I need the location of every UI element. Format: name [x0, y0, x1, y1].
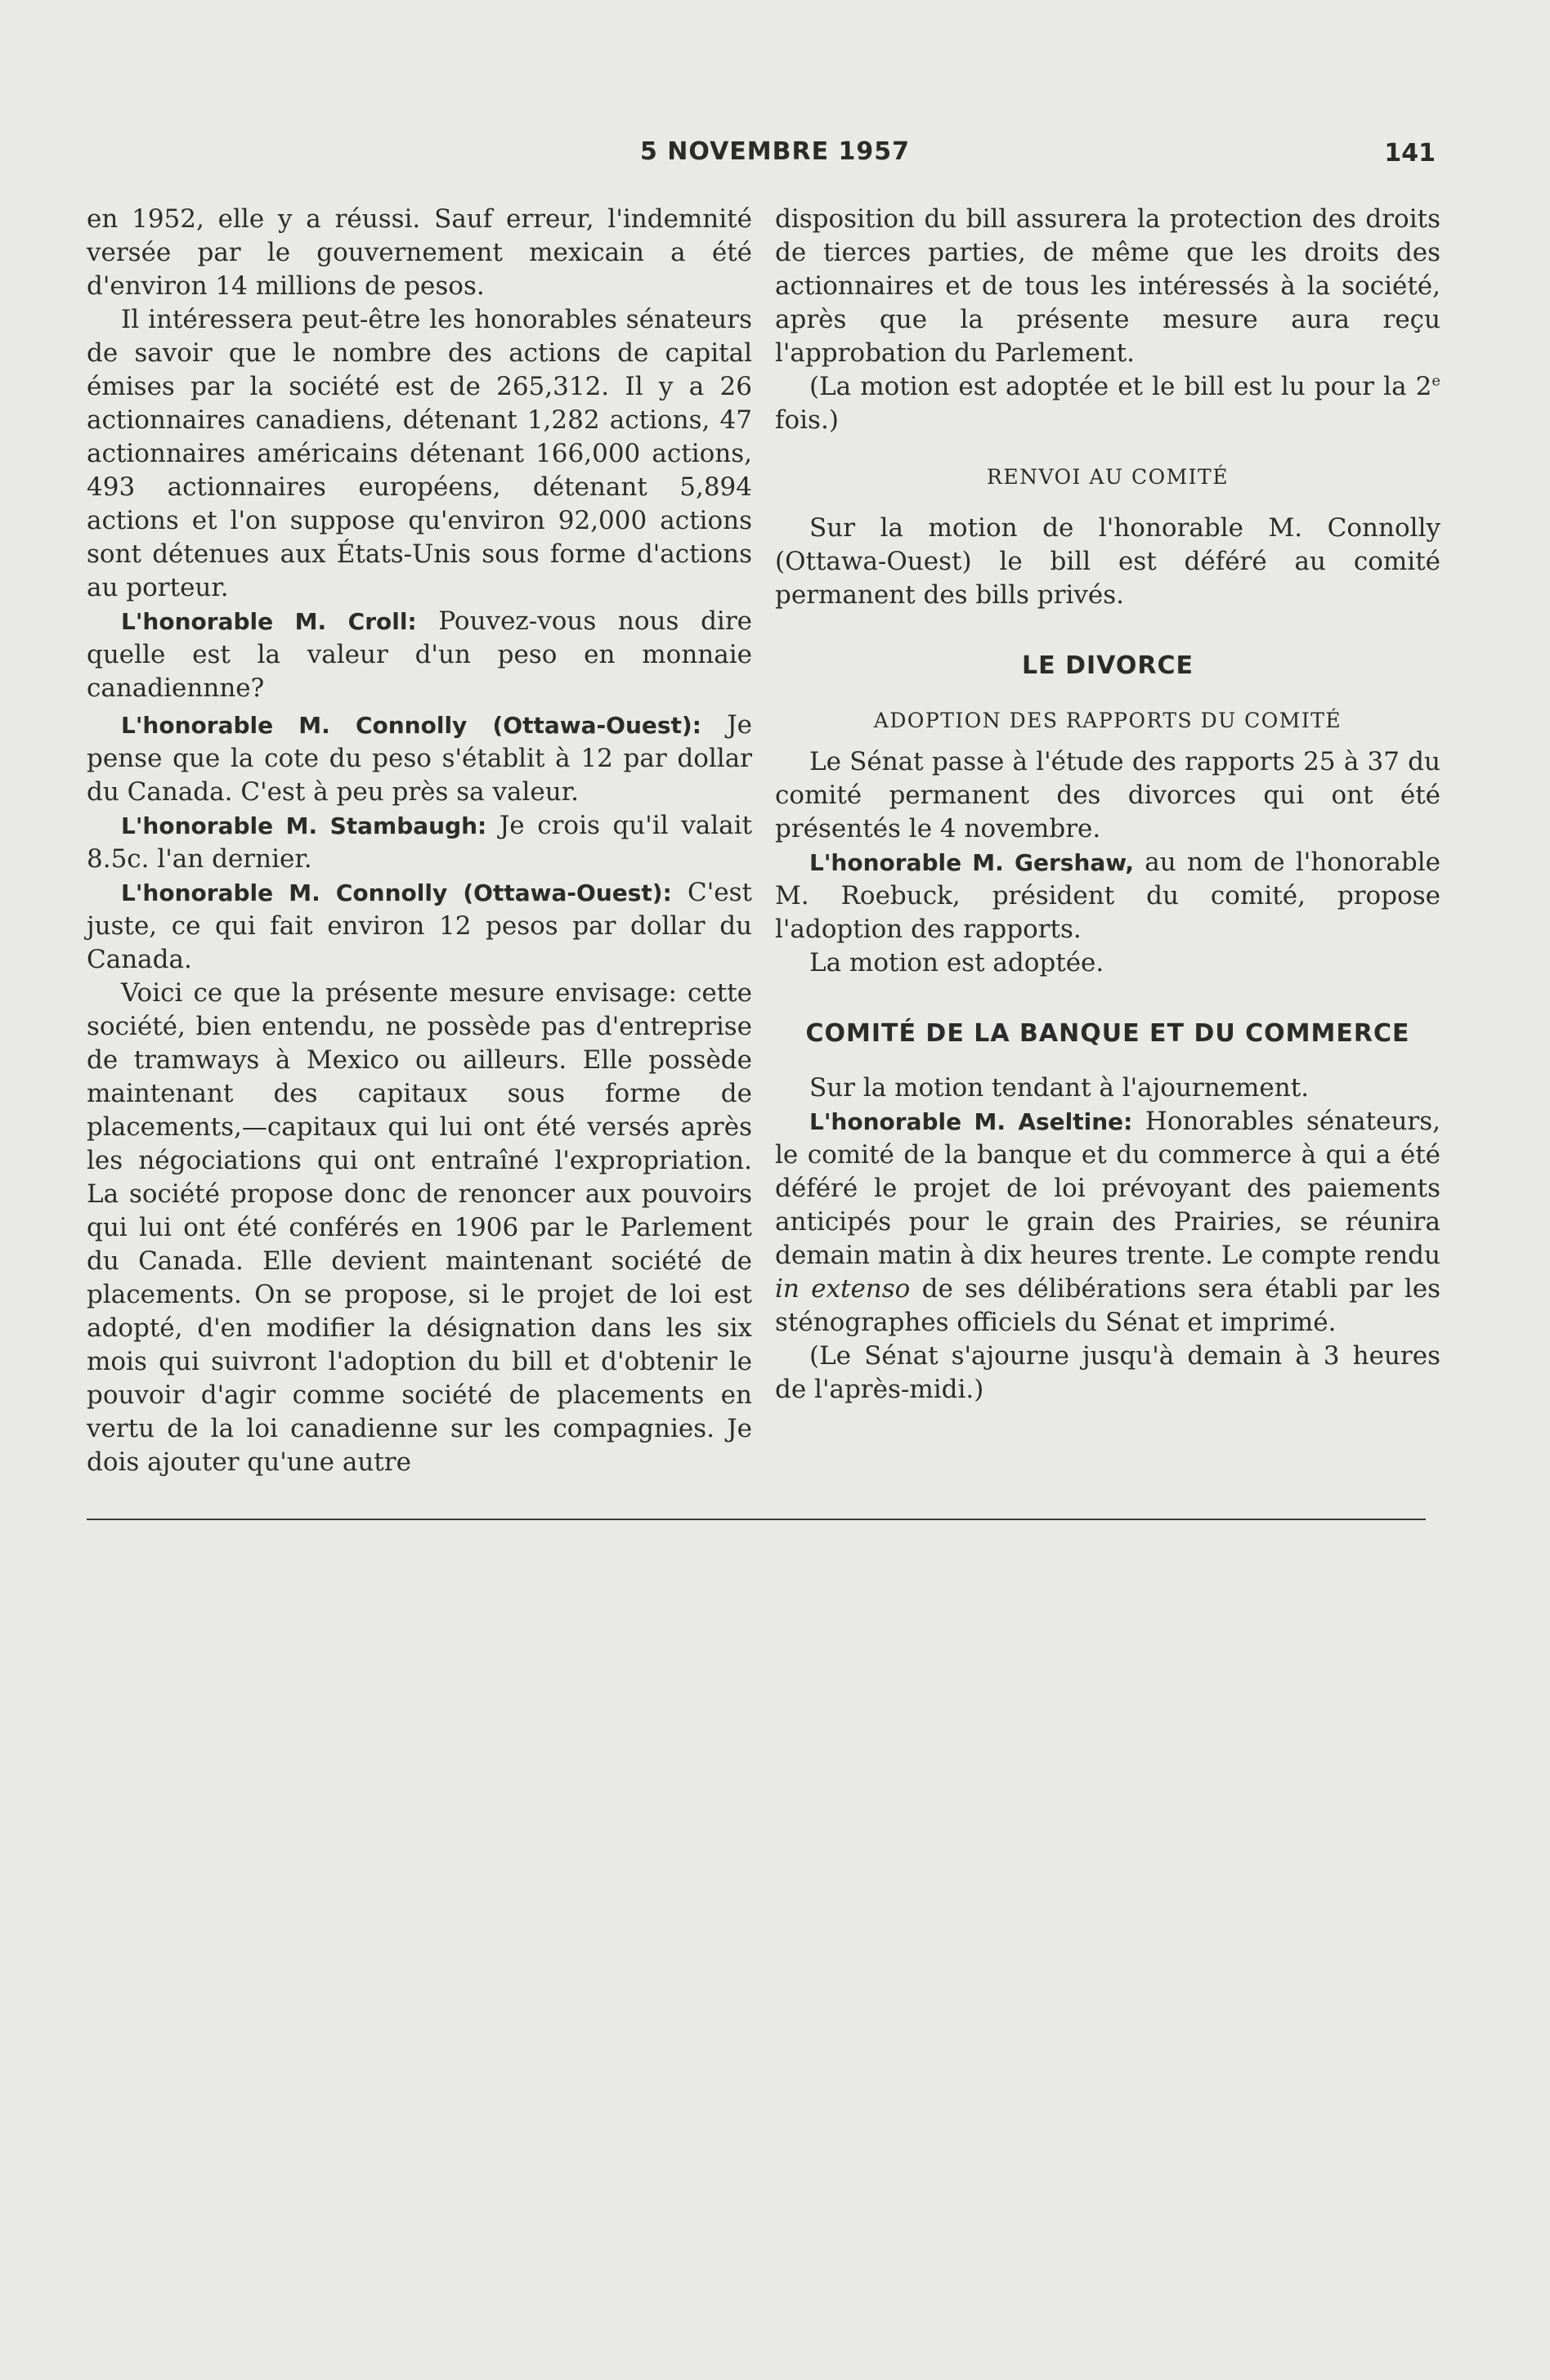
page-date: 5 NOVEMBRE 1957 [639, 137, 911, 166]
paragraph: Voici ce que la présente mesure envisage: cette société, bien entendu, ne possède pas d'entreprise de tramways à Mexico ou ailleurs. Elle possède maintenant des capitaux sous forme de placements,—capitaux qui lui ont été versés après les négociations qui ont entraîné l'expropriation. La société propose donc de renoncer aux pouvoirs qui lui ont été conférés en 1906 par le Parlement du Canada. Elle devient maintenant société de placements. On se propose, si le projet de loi est adopté, d'en modifier la désignation dans les six mois qui suivront l'adoption du bill et d'obtenir le pouvoir d'agir comme société de placements en vertu de la loi canadienne sur les compagnies. Je dois ajouter qu'une autre [87, 978, 752, 1477]
paragraph: en 1952, elle y a réussi. Sauf erreur, l'indemnité versée par le gouvernement mexicain a été d'environ 14 millions de pesos. [87, 204, 752, 301]
subheading-renvoi: RENVOI AU COMITÉ [987, 465, 1229, 489]
speaker-name: L'honorable M. Croll: [121, 608, 417, 635]
right-column [775, 203, 1440, 1407]
paragraph: Le Sénat passe à l'étude des rapports 25 à 37 du comité permanent des divorces qui ont été présentés le 4 novembre. [775, 747, 1440, 843]
speech-text: de ses délibérations sera établi par les sténographes officiels du Sénat et imprimé. [775, 1274, 1440, 1337]
paragraph: Il intéressera peut-être les honorables sénateurs de savoir que le nombre des actions de capital émises par la société est de 265,312. Il y a 26 actionnaires canadiens, détenant 1,282 actions, 47 actionnaires américains détenant 166,000 actions, 493 actionnaires européens, détenant 5,894 actions et l'on suppose qu'environ 92,000 actions sont détenues aux États-Unis sous forme d'actions au porteur. [87, 305, 752, 602]
speaker-name: L'honorable M. Connolly (Ottawa-Ouest): [121, 879, 672, 906]
speech-connolly [87, 876, 752, 977]
speech-aseltine [775, 1105, 1440, 1340]
speaker-name: L'honorable M. Stambaugh: [121, 812, 487, 839]
speech-text: C'est juste, ce qui fait environ 12 pesos par dollar du Canada. [87, 878, 752, 974]
motion-text: (La motion est adoptée et le bill est lu pour la 2 [809, 372, 1432, 401]
page-number: 141 [1384, 139, 1436, 168]
page-divider [87, 1519, 1426, 1520]
paragraph: disposition du bill assurera la protection des droits de tierces parties, de même que les droits des actionnaires et de tous les intéressés à la société, après que la présente mesure aura reçu l'approbation du Parlement. [775, 204, 1440, 368]
speech-text: au nom de l'honorable M. Roebuck, président du comité, propose l'adoption des rapports. [775, 848, 1440, 944]
speech-text: Honorables sénateurs, le comité de la banque et du commerce à qui a été déféré le projet de loi prévoyant des paiements anticipés pour le grain des Prairies, se réunira demain matin à dix heures trente. Le compte rendu [775, 1107, 1440, 1270]
speech-text: Pouvez-vous nous dire quelle est la valeur d'un peso en monnaie canadiennne? [87, 606, 752, 703]
ordinal-suffix: e [1431, 372, 1440, 390]
speech-text: Je pense que la cote du peso s'établit à 12 par dollar du Canada. C'est à peu près sa valeur. [87, 710, 752, 807]
section-title-divorce: LE DIVORCE [1022, 651, 1194, 680]
closing-note: (Le Sénat s'ajourne jusqu'à demain à 3 heures de l'après-midi.) [775, 1341, 1440, 1404]
speech-croll [87, 605, 752, 705]
paragraph: Sur la motion tendant à l'ajournement. [809, 1073, 1310, 1103]
speaker-name: L'honorable M. Connolly (Ottawa-Ouest): [121, 712, 701, 739]
paragraph: La motion est adoptée. [809, 948, 1104, 978]
speech-text: Je crois qu'il valait 8.5c. l'an dernier. [87, 811, 753, 874]
speech-connolly [87, 709, 752, 809]
speaker-name: L'honorable M. Aseltine: [809, 1108, 1133, 1135]
motion-text: fois.) [775, 405, 839, 435]
left-column [87, 203, 752, 1479]
motion-result [775, 370, 1440, 437]
speech-gershaw [775, 846, 1440, 946]
speaker-name: L'honorable M. Gershaw, [809, 849, 1134, 876]
page-header [0, 137, 1550, 178]
subheading-adoption: ADOPTION DES RAPPORTS DU COMITÉ [873, 709, 1342, 732]
speech-text-italic: in extenso [775, 1274, 911, 1304]
paragraph: Sur la motion de l'honorable M. Connolly (Ottawa-Ouest) le bill est déféré au comité permanent des bills privés. [775, 513, 1440, 610]
section-title-banque: COMITÉ DE LA BANQUE ET DU COMMERCE [805, 1019, 1410, 1048]
speech-stambaugh [87, 809, 752, 876]
